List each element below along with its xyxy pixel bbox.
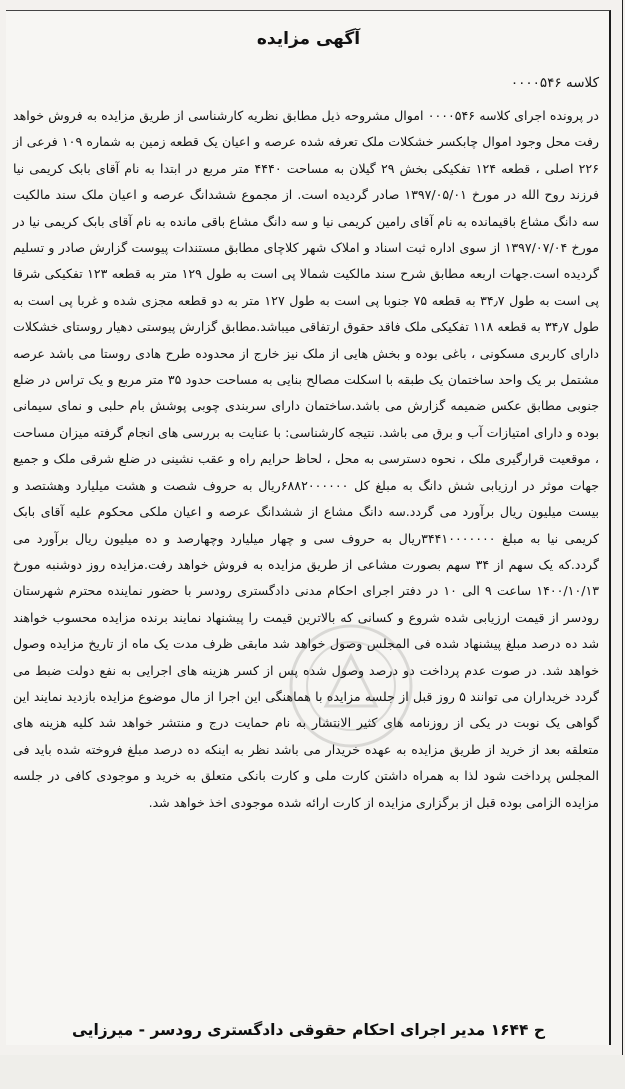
page-margin [0, 1055, 625, 1089]
notice-body: در پرونده اجرای کلاسه ۰۰۰۰۵۴۶ اموال مشروحه ذیل مطابق نظریه کارشناسی از طریق مزایده به فروش خواهد رفت محل وجود اموال چابکسر خشکلات ملک تعرفه شده عرصه و اعیان یک قطعه زمین به شماره ۱۰۹ فرعی از ۲۲۶ اصلی ، قطعه ۱۲۴ تفکیکی بخش ۲۹ گیلان به مساحت ۴۴۴۰ متر مربع در ابتدا به نام آقای بابک کریمی نیا فرزند روح الله در مورخ ۱۳۹۷/۰۵/۰۱ صادر گردیده است. از مجموع ششدانگ عرصه و اعیان ملک سند مالکیت سه دانگ مشاع باقیمانده به نام آقای رامین کریمی نیا و سه دانگ مشاع باقی مانده به نام آقای بابک کریمی نیا در مورخ ۱۳۹۷/۰۷/۰۴ از سوی اداره ثبت اسناد و املاک شهر کلاچای مطابق مستندات پیوست گزارش صادر و تسلیم گردیده است.جهات اربعه مطابق شرح سند مالکیت شمالا پی است به طول ۱۲۹ متر به قطعه ۱۲۳ تفکیکی شرقا پی است به طول ۳۴٫۷ به قطعه ۷۵ جنوبا پی است به طول ۱۲۷ متر به دو قطعه مجزی شده و غربا پی است به طول ۳۴٫۷ به قطعه ۱۱۸ تفکیکی ملک فاقد حقوق ارتفاقی میباشد.مطابق گزارش پیوستی دهیار روستای خشکلات دارای کاربری مسکونی ، باغی بوده و بخش هایی از ملک نیز خارج از محدوده طرح هادی روستا می باشد عرصه مشتمل بر یک واحد ساختمان یک طبقه با اسکلت مصالح بنایی به مساحت حدود ۳۵ متر مربع و یک تراس در ضلع جنوبی مطابق عکس ضمیمه گزارش می باشد.ساختمان دارای سربندی چوبی پوشش بام حلبی و نمای سیمانی بوده و دارای امتیازات آب و برق می باشد. نتیجه کارشناسی: با عنایت به بررسی های انجام گرفته میزان مساحت ، موقعیت قرارگیری ملک ، نحوه دسترسی به محل ، لحاظ حرایم راه و عقب نشینی در ضلع شرقی ملک و جمیع جهات موثر در ارزیابی شش دانگ به مبلغ کل ۶۸۸۲۰۰۰۰۰۰ریال به حروف شصت و هشت میلیارد وهشتصد و بیست میلیون ریال برآورد می گردد.سه دانگ مشاع از ششدانگ عرصه و اعیان ملکی محکوم علیه آقای بابک کریمی نیا به مبلغ ۳۴۴۱۰۰۰۰۰۰۰ریال به حروف سی و چهار میلیارد وچهارصد و ده میلیون ریال برآورد می گردد.که یک سهم از ۳۴ سهم بصورت مشاعی از طریق مزایده به فروش خواهد رفت.مزایده روز دوشنبه مورخ ۱۴۰۰/۱۰/۱۳ ساعت ۹ الی ۱۰ در دفتر اجرای احکام مدنی دادگستری رودسر با حضور نماینده محترم شهرستان رودسر از قیمت ارزیابی شده شروع و کسانی که بالاترین قیمت را پیشنهاد نمایند برنده مزایده محسوب خواهند شد ده درصد مبلغ پیشنهاد شده فی المجلس وصول خواهد شد مابقی ظرف مدت یک ماه از تاریخ مزایده وصول خواهد شد. در صوت عدم پرداخت دو درصد وصول شده پس از کسر هزینه های اجرایی به نفع دولت ضبط می گردد خریداران می توانند ۵ روز قبل از جلسه مزایده با هماهنگی این اجرا از مال موضوع مزایده بازدید نمایند این گواهی یک نوبت در یکی از روزنامه های کثیر الانتشار به نام حمایت درج و منتشر خواهد شد کلیه هزینه های متعلقه بعد از خرید از طریق مزایده به عهده خریدار می باشد نظر به اینکه ده درصد مبلغ فروخته شده باید فی المجلس پرداخت شود لذا به همراه داشتن کارت ملی و کارت بانکی متعلق به خرید و موجودی کافی در جلسه مزایده الزامی بوده قبل از برگزاری مزایده از کارت ارائه شده موجودی اخذ خواهد شد. [13, 108, 600, 810]
notice-title: آگهی مزایده [256, 29, 361, 49]
signature-line: ح ۱۶۴۴ مدیر اجرای احکام حقوقی دادگستری رودسر - میرزایی [71, 1021, 546, 1039]
column-rule [622, 0, 623, 1089]
publisher-watermark-icon [256, 611, 446, 761]
case-class-number: کلاسه ۰۰۰۰۵۴۶ [510, 75, 599, 91]
auction-notice [6, 10, 611, 1045]
